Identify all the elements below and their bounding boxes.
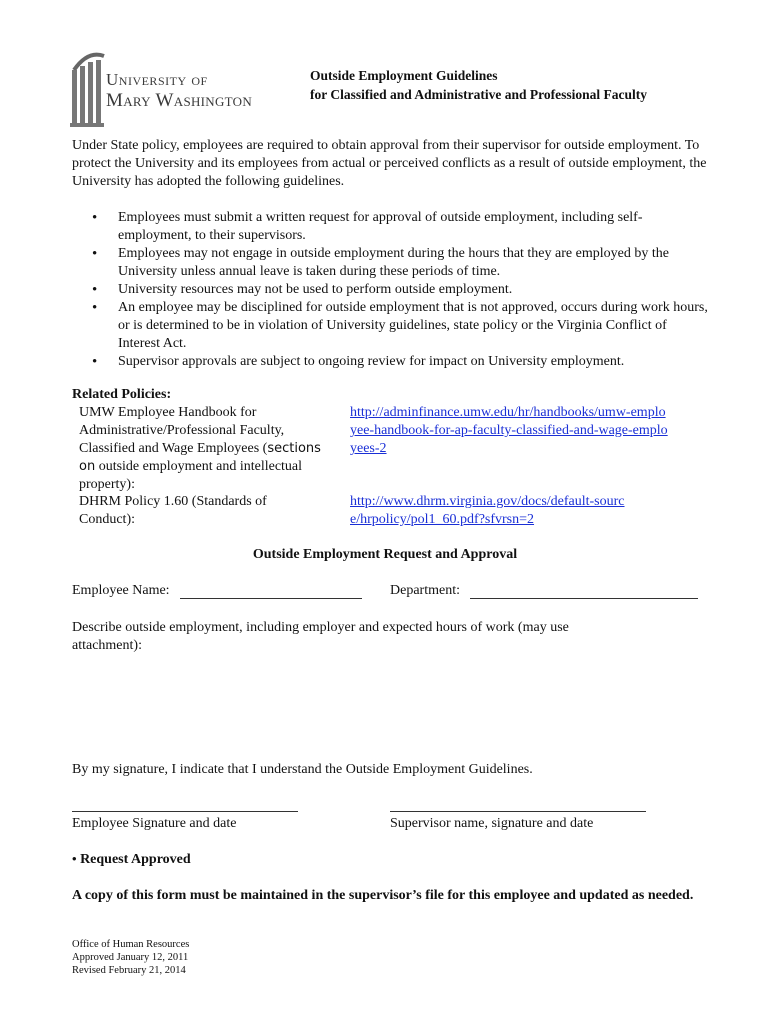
footer (72, 938, 189, 977)
request-approved[interactable] (72, 851, 191, 868)
department-field[interactable] (470, 598, 698, 599)
copy-note: A copy of this form must be maintained in the supervisor’s file for this employee and updated as needed. (72, 888, 694, 903)
related-policies-heading: Related Policies: (72, 387, 172, 402)
request-approved-label: Request Approved (80, 852, 191, 867)
list-item: • Supervisor approvals are subject to ongoing review for impact on University employment. (72, 353, 712, 371)
footer-line-2: Approved January 12, 2011 (72, 952, 189, 963)
footer-line-3: Revised February 21, 2014 (72, 965, 186, 976)
list-item: • Employees may not engage in outside employment during the hours that they are employed by the University unless annual leave is taken during these periods of time. (72, 245, 712, 281)
title-line-2: for Classified and Administrative and Professional Faculty (310, 87, 648, 102)
form-heading: Outside Employment Request and Approval (252, 547, 518, 562)
title-line-1: Outside Employment Guidelines (310, 68, 498, 83)
policy-1-label: UMW Employee Handbook for Administrative/Professional Faculty, Classified and Wage Employees (sections on outside employment and intellectual property): (79, 405, 321, 492)
list-item: • Employees must submit a written request for approval of outside employment, including self-employment, to their supervisors. (72, 209, 712, 245)
footer-line-1: Office of Human Resources (72, 939, 190, 950)
university-logo (70, 50, 305, 130)
list-item: • An employee may be disciplined for outside employment that is not approved, occurs during work hours, or is determined to be in violation of University guidelines, state policy or the Virginia Conflict of Interest Act. (72, 299, 712, 353)
employee-name-label: Employee Name: (72, 583, 170, 598)
policy-2-link[interactable]: http://www.dhrm.virginia.gov/docs/default-source/hrpolicy/pol1_60.pdf?sfvrsn=2 (350, 494, 625, 527)
guidelines-list (72, 209, 712, 371)
list-item: • University resources may not be used to perform outside employment. (72, 281, 712, 299)
describe-field[interactable] (72, 660, 712, 755)
describe-label: Describe outside employment, including employer and expected hours of work (may use attachment): (72, 620, 569, 653)
supervisor-signature-field[interactable] (390, 811, 646, 812)
employee-name-field[interactable] (180, 598, 362, 599)
department-label: Department: (390, 583, 460, 598)
columns-icon (70, 50, 106, 130)
bullet-icon: • (72, 851, 77, 866)
intro-paragraph: Under State policy, employees are required to obtain approval from their supervisor for outside employment. To protect the University and its employees from actual or perceived conflicts as a result of outside employment, the University has adopted the following guidelines. (72, 138, 707, 189)
employee-signature-field[interactable] (72, 811, 298, 812)
signature-statement: By my signature, I indicate that I understand the Outside Employment Guidelines. (72, 762, 533, 777)
policy-2-label: DHRM Policy 1.60 (Standards of Conduct): (79, 494, 267, 527)
policy-1-link[interactable]: http://adminfinance.umw.edu/hr/handbooks/umw-employee-handbook-for-ap-faculty-classified-and-wage-employees-2 (350, 405, 668, 456)
logo-line-1: University of (106, 70, 208, 89)
employee-signature-label: Employee Signature and date (72, 816, 237, 831)
supervisor-signature-label: Supervisor name, signature and date (390, 816, 594, 831)
document-title (310, 66, 647, 104)
logo-line-2: Mary Washington (106, 90, 253, 111)
